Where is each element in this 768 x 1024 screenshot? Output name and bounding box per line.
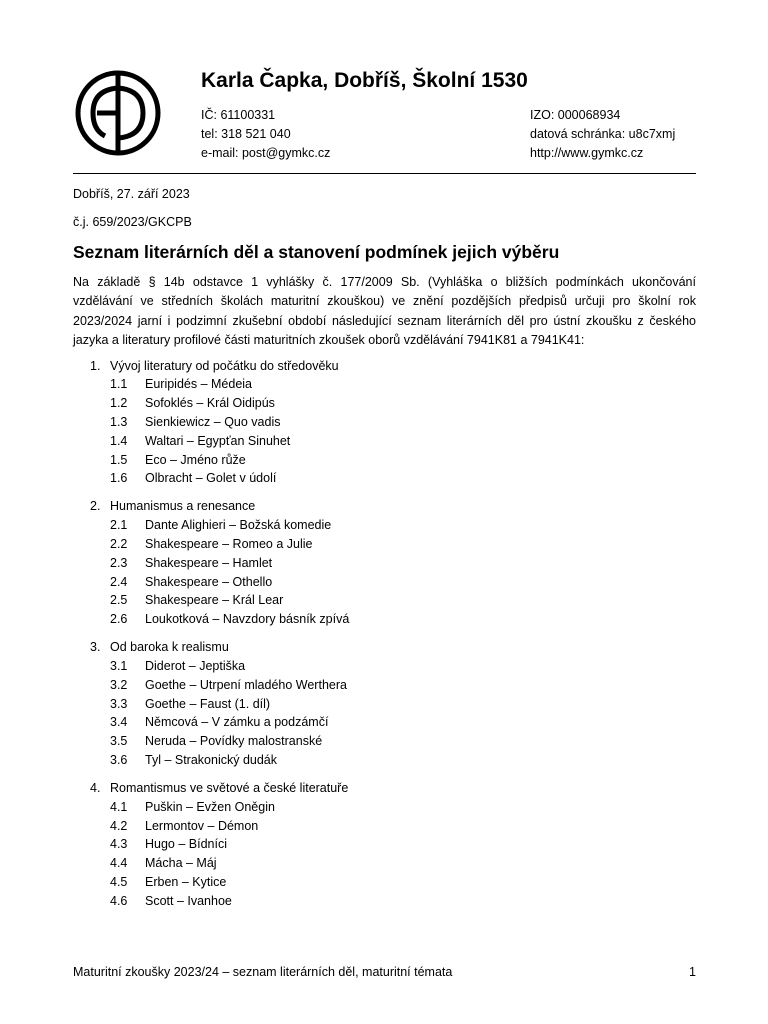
item-number: 2.1 (110, 518, 128, 533)
item-number: 1.2 (110, 396, 128, 411)
item-number: 3.3 (110, 696, 128, 711)
literature-list (73, 356, 696, 919)
list-item (73, 873, 696, 892)
list-section (73, 638, 696, 770)
section-number: 4. (90, 780, 101, 795)
section-title: Od baroka k realismu (110, 640, 229, 655)
email[interactable]: e-mail: post@gymkc.cz (201, 146, 331, 160)
intro-line: 2023/2024 jarní i podzimní zkušební období následující seznam literárních děl pro ústní zkoušku z českého (73, 313, 696, 328)
item-number: 4.2 (110, 818, 128, 833)
company-id: IČ: 61100331 (201, 108, 276, 122)
item-number: 4.6 (110, 893, 128, 908)
school-name: Karla Čapka, Dobříš, Školní 1530 (201, 69, 528, 92)
item-number: 1.5 (110, 452, 128, 467)
item-number: 3.5 (110, 734, 128, 749)
section-heading (73, 497, 696, 516)
section-number: 3. (90, 640, 101, 655)
contact-left (201, 106, 330, 163)
item-title: Němcová – V zámku a podzámčí (145, 715, 329, 730)
phone: tel: 318 521 040 (201, 127, 291, 141)
item-title: Olbracht – Golet v údolí (145, 471, 277, 486)
section-number: 1. (90, 358, 101, 373)
item-number: 2.6 (110, 612, 128, 627)
item-number: 3.4 (110, 715, 128, 730)
item-number: 4.3 (110, 837, 128, 852)
item-number: 2.3 (110, 555, 128, 570)
item-title: Shakespeare – Romeo a Julie (145, 536, 313, 551)
item-number: 3.1 (110, 658, 128, 673)
document-date: Dobříš, 27. září 2023 (73, 187, 190, 201)
item-title: Shakespeare – Hamlet (145, 555, 273, 570)
list-item (73, 375, 696, 394)
list-item (73, 553, 696, 572)
item-title: Euripidés – Médeia (145, 377, 253, 392)
section-heading (73, 778, 696, 797)
item-title: Diderot – Jeptiška (145, 658, 246, 673)
item-title: Puškin – Evžen Oněgin (145, 799, 275, 814)
section-title: Romantismus ve světové a české literatuře (110, 780, 349, 795)
item-title: Goethe – Utrpení mladého Werthera (145, 677, 347, 692)
item-number: 2.2 (110, 536, 128, 551)
item-number: 4.5 (110, 874, 128, 889)
item-title: Tyl – Strakonický dudák (145, 752, 278, 767)
list-section (73, 356, 696, 488)
item-number: 3.6 (110, 752, 128, 767)
intro-line: Na základě § 14b odstavce 1 vyhlášky č. 177/2009 Sb. (Vyhláška o bližších podmínkách ukončování (73, 275, 696, 289)
item-title: Lermontov – Démon (145, 818, 259, 833)
intro-line: vzdělávání ve středních školách maturitní zkouškou) ve znění pozdějších předpisů určuji pro školní rok (73, 294, 696, 309)
intro-line: jazyka a literatury profilové části maturitních zkoušek oborů vzdělávání 7941K81 a 7941K41: (73, 332, 585, 347)
item-title: Mácha – Máj (145, 856, 217, 871)
item-title: Neruda – Povídky malostranské (145, 734, 323, 749)
item-title: Scott – Ivanhoe (145, 893, 232, 908)
footer-text: Maturitní zkoušky 2023/24 – seznam literárních děl, maturitní témata (73, 965, 453, 979)
item-title: Dante Alighieri – Božská komedie (145, 518, 332, 533)
list-item (73, 854, 696, 873)
reference-number: č.j. 659/2023/GKCPB (73, 215, 192, 229)
item-number: 2.5 (110, 593, 128, 608)
list-item (73, 572, 696, 591)
contact-right (530, 106, 675, 163)
item-title: Sofoklés – Král Oidipús (145, 396, 275, 411)
item-title: Shakespeare – Král Lear (145, 593, 284, 608)
list-item (73, 816, 696, 835)
item-title: Eco – Jméno růže (145, 452, 246, 467)
section-title: Humanismus a renesance (110, 499, 256, 514)
section-heading (73, 638, 696, 657)
document-title: Seznam literárních děl a stanovení podmínek jejich výběru (73, 242, 560, 262)
list-item (73, 732, 696, 751)
item-title: Hugo – Bídníci (145, 837, 227, 852)
item-title: Sienkiewicz – Quo vadis (145, 414, 281, 429)
section-number: 2. (90, 499, 101, 514)
item-number: 1.4 (110, 433, 128, 448)
list-item (73, 591, 696, 610)
item-number: 2.4 (110, 574, 128, 589)
list-item (73, 431, 696, 450)
list-section (73, 778, 696, 910)
item-number: 1.6 (110, 471, 128, 486)
izo: IZO: 000068934 (530, 108, 621, 122)
page-footer (73, 965, 696, 979)
list-section (73, 497, 696, 629)
list-item (73, 413, 696, 432)
item-title: Goethe – Faust (1. díl) (145, 696, 271, 711)
intro-paragraph (73, 273, 696, 350)
item-title: Loukotková – Navzdory básník zpívá (145, 612, 350, 627)
list-item (73, 835, 696, 854)
item-number: 1.3 (110, 414, 128, 429)
item-number: 4.1 (110, 799, 128, 814)
list-item (73, 751, 696, 770)
list-item (73, 610, 696, 629)
item-title: Shakespeare – Othello (145, 574, 273, 589)
list-item (73, 797, 696, 816)
list-item (73, 891, 696, 910)
item-number: 3.2 (110, 677, 128, 692)
list-item (73, 394, 696, 413)
section-heading (73, 356, 696, 375)
data-box: datová schránka: u8c7xmj (530, 127, 676, 141)
list-item (73, 516, 696, 535)
list-item (73, 450, 696, 469)
page-number: 1 (689, 965, 696, 979)
list-item (73, 535, 696, 554)
list-item (73, 694, 696, 713)
list-item (73, 469, 696, 488)
item-title: Erben – Kytice (145, 874, 227, 889)
website-link[interactable]: http://www.gymkc.cz (530, 146, 644, 160)
header-divider (73, 173, 696, 174)
item-number: 4.4 (110, 856, 128, 871)
school-logo (75, 70, 161, 156)
list-item (73, 675, 696, 694)
list-item (73, 657, 696, 676)
list-item (73, 713, 696, 732)
section-title: Vývoj literatury od počátku do středověku (110, 358, 339, 373)
item-number: 1.1 (110, 377, 128, 392)
item-title: Waltari – Egypťan Sinuhet (145, 433, 291, 448)
